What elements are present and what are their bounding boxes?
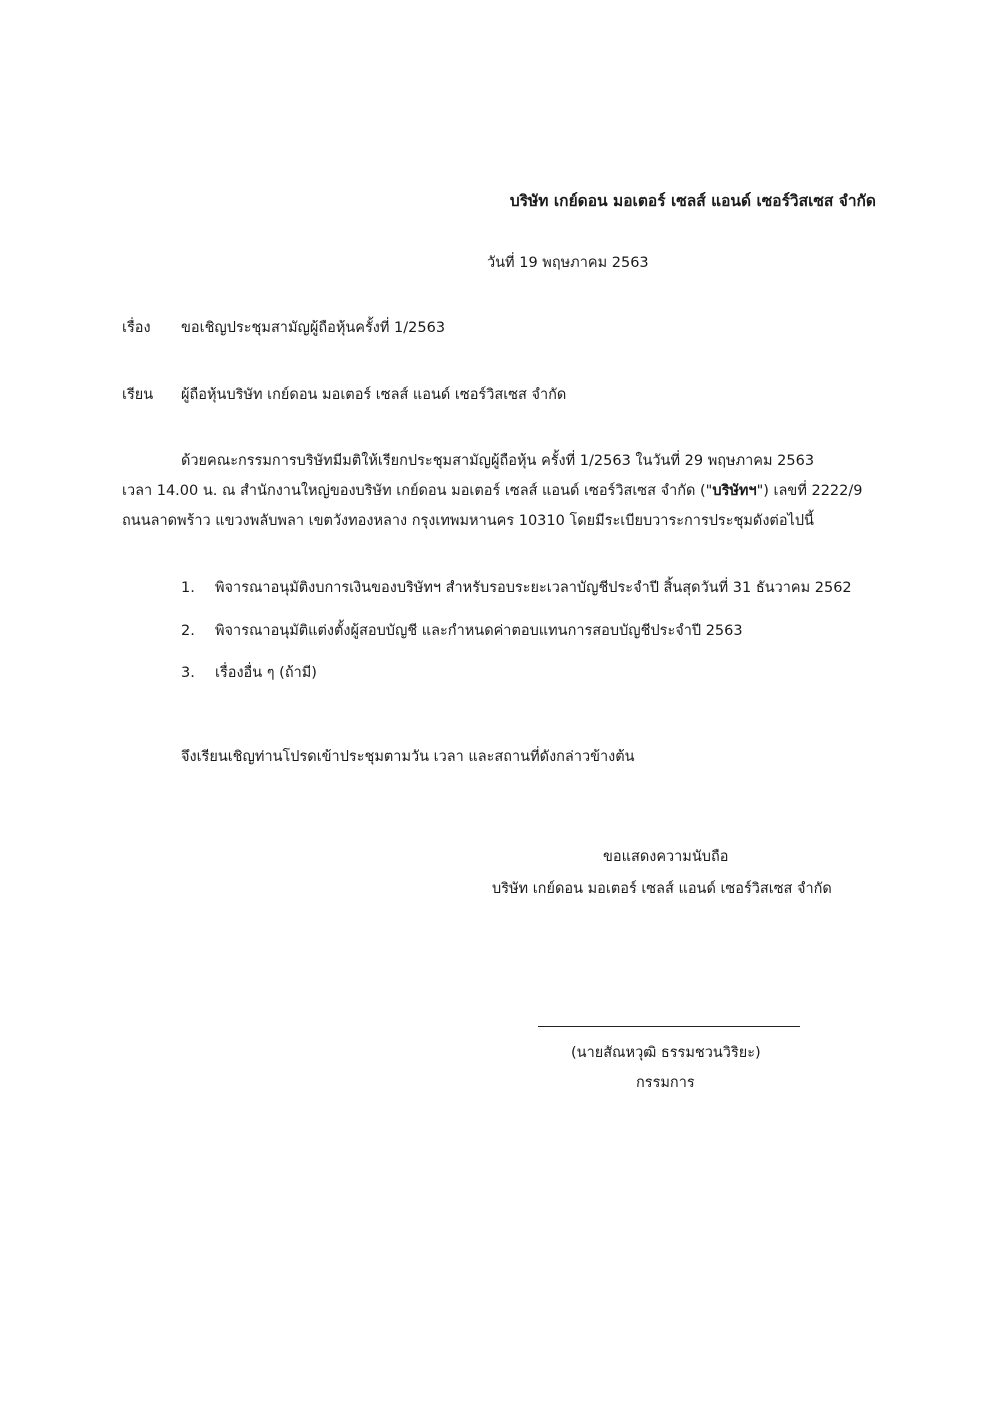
subject-label: เรื่อง <box>122 320 151 336</box>
body-line-2-post: ") เลขที่ 2222/9 <box>756 483 863 499</box>
signature-company: บริษัท เกย์ดอน มอเตอร์ เซลส์ แอนด์ เซอร์วิสเซส จำกัด <box>492 881 832 897</box>
body-line-3: ถนนลาดพร้าว แขวงพลับพลา เขตวังทองหลาง กรุงเทพมหานคร 10310 โดยมีระเบียบวาระการประชุมดังต่อไปนี้ <box>122 513 814 529</box>
recipient-text: ผู้ถือหุ้นบริษัท เกย์ดอน มอเตอร์ เซลส์ แอนด์ เซอร์วิสเซส จำกัด <box>181 387 567 403</box>
agenda-text: พิจารณาอนุมัติแต่งตั้งผู้สอบบัญชี และกำหนดค่าตอบแทนการสอบบัญชีประจำปี 2563 <box>215 623 743 639</box>
signature-regards: ขอแสดงความนับถือ <box>603 849 729 865</box>
letterhead-company: บริษัท เกย์ดอน มอเตอร์ เซลส์ แอนด์ เซอร์วิสเซส จำกัด <box>509 192 876 210</box>
agenda-number: 1. <box>181 580 195 596</box>
agenda-item <box>181 619 743 642</box>
agenda-number: 3. <box>181 665 195 681</box>
closing-sentence: จึงเรียนเชิญท่านโปรดเข้าประชุมตามวัน เวลา และสถานที่ดังกล่าวข้างต้น <box>181 749 635 765</box>
signatory-title: กรรมการ <box>636 1075 695 1091</box>
signature-line <box>538 1026 800 1027</box>
body-paragraph <box>122 446 878 536</box>
body-line-2-pre: เวลา 14.00 น. ณ สำนักงานใหญ่ของบริษัท เกย์ดอน มอเตอร์ เซลส์ แอนด์ เซอร์วิสเซส จำกัด (" <box>122 483 713 499</box>
subject-text: ขอเชิญประชุมสามัญผู้ถือหุ้นครั้งที่ 1/2563 <box>181 320 446 336</box>
agenda-number: 2. <box>181 623 195 639</box>
agenda-item <box>181 661 317 684</box>
body-line-1: ด้วยคณะกรรมการบริษัทมีมติให้เรียกประชุมสามัญผู้ถือหุ้น ครั้งที่ 1/2563 ในวันที่ 29 พฤษภาคม 2563 <box>181 453 815 469</box>
agenda-item <box>181 576 852 599</box>
recipient-label: เรียน <box>122 387 154 403</box>
letter-date: วันที่ 19 พฤษภาคม 2563 <box>487 255 649 271</box>
company-short-name: บริษัทฯ <box>712 483 757 499</box>
agenda-text: เรื่องอื่น ๆ (ถ้ามี) <box>215 665 317 681</box>
signatory-name: (นายสัณหวุฒิ ธรรมชวนวิริยะ) <box>571 1045 761 1061</box>
agenda-text: พิจารณาอนุมัติงบการเงินของบริษัทฯ สำหรับรอบระยะเวลาบัญชีประจำปี สิ้นสุดวันที่ 31 ธันวาคม 2562 <box>215 580 852 596</box>
body-line-2 <box>122 476 878 506</box>
